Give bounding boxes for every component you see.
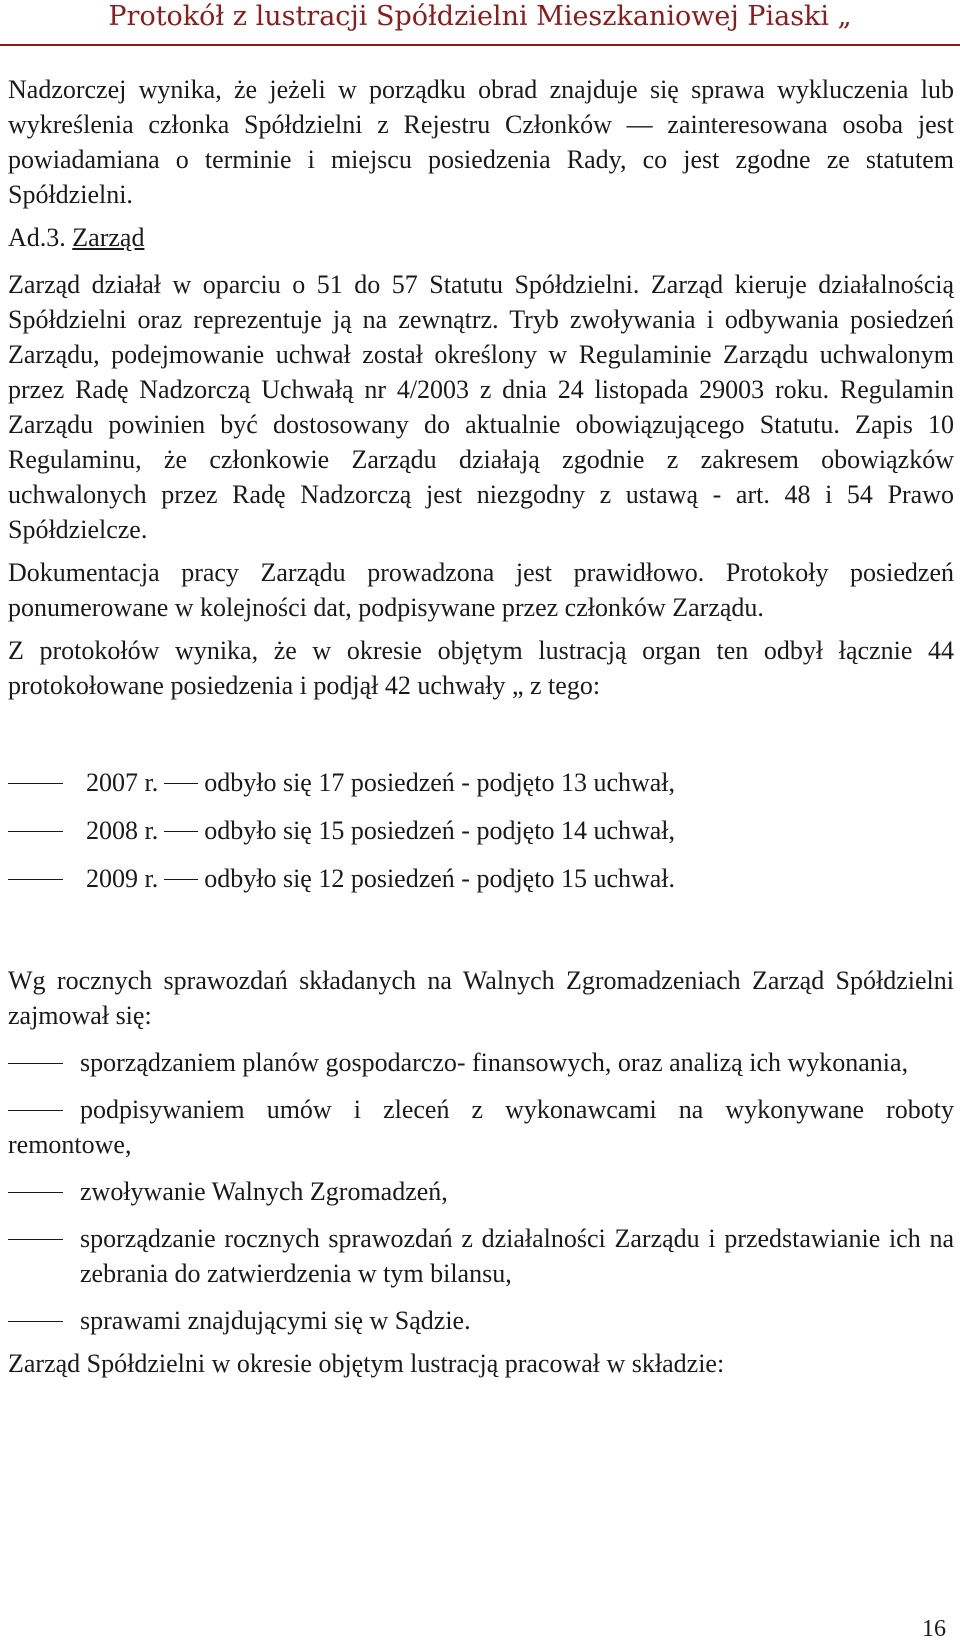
list-item xyxy=(8,1174,954,1209)
year-detail: odbyło się 17 posiedzeń - podjęto 13 uchwał, xyxy=(204,768,676,797)
paragraph-protocols-summary: Z protokołów wynika, że w okresie objętym lustracją organ ten odbył łącznie 44 protokołowane posiedzenia i podjął 42 uchwały „ z tego: xyxy=(8,636,954,700)
year-detail: odbyło się 12 posiedzeń - podjęto 15 uchwał. xyxy=(204,864,676,893)
section-title: Zarząd xyxy=(72,223,145,252)
dash-bullet xyxy=(8,1239,63,1240)
dash-separator xyxy=(164,783,198,784)
list-item xyxy=(8,855,954,903)
task-text: sprawami znajdującymi się w Sądzie. xyxy=(80,1306,471,1335)
page-content xyxy=(8,72,954,1381)
task-text: sporządzanie rocznych sprawozdań z działalności Zarządu i przedstawianie ich na zebrania do zatwierdzenia w tym bilansu, xyxy=(80,1224,954,1288)
paragraph-zarzad-basis: Zarząd działał w oparciu o 51 do 57 Statutu Spółdzielni. Zarząd kieruje działalnością Spółdzielni oraz reprezentuje ją na zewnątrz. Tryb zwoływania i odbywania posiedzeń Zarządu, podejmowanie uchwał został określony w Regulaminie Zarządu uchwalonym przez Radę Nadzorczą Uchwałą nr 4/2003 z dnia 24 listopada 29003 roku. Regulamin Zarządu powinien być dostosowany do aktualnie obowiązującego Statutu. Zapis 10 Regulaminu, że członkowie Zarządu działają zgodnie z zakresem obowiązków uchwalonych przez Radę Nadzorczą jest niezgodny z ustawą - art. 48 i 54 Prawo Spółdzielcze. xyxy=(8,270,954,544)
list-item xyxy=(8,1221,954,1291)
task-text: sporządzaniem planów gospodarczo- finansowych, oraz analizą ich wykonania, xyxy=(80,1048,909,1077)
yearly-meetings-list xyxy=(8,759,954,903)
list-item xyxy=(8,1092,954,1162)
year-detail: odbyło się 15 posiedzeń - podjęto 14 uchwał, xyxy=(204,816,676,845)
paragraph-documentation: Dokumentacja pracy Zarządu prowadzona jest prawidłowo. Protokoły posiedzeń ponumerowane w kolejności dat, podpisywane przez członków Zarządu. xyxy=(8,558,954,622)
page-header xyxy=(0,0,960,42)
dash-bullet xyxy=(8,1321,63,1322)
dash-bullet xyxy=(8,831,63,832)
dash-separator xyxy=(164,831,198,832)
year-label: 2007 r. xyxy=(86,768,159,797)
section-number: Ad.3. xyxy=(8,223,66,252)
list-item xyxy=(8,1045,954,1080)
dash-bullet xyxy=(8,1192,63,1193)
paragraph-rada-notification: Nadzorczej wynika, że jeżeli w porządku obrad znajduje się sprawa wykluczenia lub wykreślenia członka Spółdzielni z Rejestru Członków ― zainteresowana osoba jest powiadamiana o terminie i miejscu posiedzenia Rady, co jest zgodne ze statutem Spółdzielni. xyxy=(8,75,954,209)
dash-bullet xyxy=(8,1063,63,1064)
year-label: 2008 r. xyxy=(86,816,159,845)
list-item xyxy=(8,807,954,855)
header-title: Protokół z lustracji Spółdzielni Mieszkaniowej Piaski „ xyxy=(108,1,852,32)
dash-bullet xyxy=(8,783,63,784)
list-item xyxy=(8,1303,954,1338)
dash-bullet xyxy=(8,879,63,880)
year-label: 2009 r. xyxy=(86,864,159,893)
page-number: 16 xyxy=(922,1616,946,1642)
paragraph-zarzad-tasks-intro: Wg rocznych sprawozdań składanych na Walnych Zgromadzeniach Zarząd Spółdzielni zajmował się: xyxy=(8,966,954,1030)
dash-bullet xyxy=(8,1110,63,1111)
task-text: podpisywaniem umów i zleceń z wykonawcami na wykonywane roboty remontowe, xyxy=(8,1095,954,1159)
section-heading xyxy=(8,220,954,255)
paragraph-board-composition: Zarząd Spółdzielni w okresie objętym lustracją pracował w składzie: xyxy=(8,1349,725,1378)
list-item xyxy=(8,759,954,807)
task-text: zwoływanie Walnych Zgromadzeń, xyxy=(80,1177,448,1206)
header-divider xyxy=(0,44,960,46)
dash-separator xyxy=(164,879,198,880)
